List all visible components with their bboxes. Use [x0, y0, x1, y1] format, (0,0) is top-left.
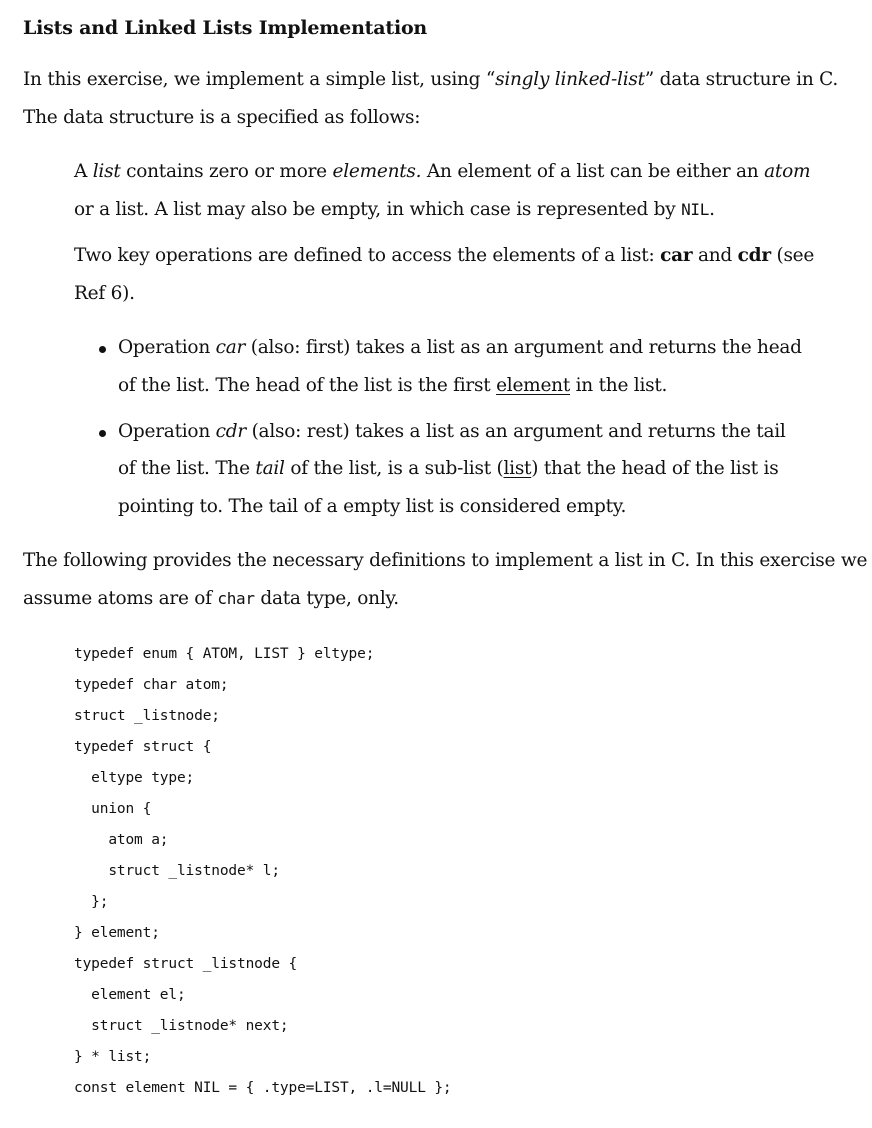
code-line: typedef struct _listnode {	[74, 956, 298, 972]
bullet-dot	[99, 346, 106, 353]
code-line: atom a;	[74, 832, 169, 848]
singly-linked-list-term: singly linked-list	[495, 69, 645, 90]
code-line: typedef enum { ATOM, LIST } eltype;	[74, 646, 375, 662]
outro-line-1: The following provides the necessary definitions to implement a list in C. In this exercise we	[23, 550, 868, 571]
section-title: Lists and Linked Lists Implementation	[23, 17, 428, 39]
intro-line-1: In this exercise, we implement a simple list, using “singly linked-list” data structure in C.	[23, 69, 839, 90]
code-line: struct _listnode* l;	[74, 863, 280, 879]
outro-line-2: assume atoms are of char data type, only.	[23, 588, 399, 609]
cdr-term: cdr	[737, 245, 771, 266]
code-line: eltype type;	[74, 770, 195, 786]
code-line: struct _listnode;	[74, 708, 220, 724]
element-underlined: element	[496, 375, 570, 396]
code-line: };	[74, 894, 109, 910]
bullet-2-line-1: Operation cdr (also: rest) takes a list as an argument and returns the tail	[118, 421, 786, 442]
bullet-dot	[99, 430, 106, 437]
car-term: car	[660, 245, 693, 266]
bullet-2-line-3: pointing to. The tail of a empty list is considered empty.	[118, 496, 627, 517]
bullet-1-line-1: Operation car (also: first) takes a list as an argument and returns the head	[118, 337, 802, 358]
bullet-1-line-2: of the list. The head of the list is the first element in the list.	[118, 375, 668, 396]
code-line: typedef char atom;	[74, 677, 229, 693]
bullet-2-line-2: of the list. The tail of the list, is a sub-list (list) that the head of the list is	[118, 458, 779, 479]
code-line: element el;	[74, 987, 186, 1003]
code-line: } element;	[74, 925, 160, 941]
nil-code: NIL	[681, 200, 710, 219]
spec-line-2: or a list. A list may also be empty, in which case is represented by NIL.	[74, 199, 715, 220]
spec-line-4: Ref 6).	[74, 283, 135, 304]
code-line: typedef struct {	[74, 739, 212, 755]
intro-line-2: The data structure is a specified as follows:	[23, 107, 421, 128]
list-underlined: list	[503, 458, 532, 479]
spec-line-1: A list contains zero or more elements. An element of a list can be either an atom	[74, 161, 811, 182]
char-code: char	[217, 589, 255, 608]
spec-line-3: Two key operations are defined to access the elements of a list: car and cdr (see	[74, 245, 815, 266]
code-line: struct _listnode* next;	[74, 1018, 289, 1034]
code-line: const element NIL = { .type=LIST, .l=NULL };	[74, 1080, 452, 1096]
code-line: } * list;	[74, 1049, 152, 1065]
code-line: union {	[74, 801, 152, 817]
